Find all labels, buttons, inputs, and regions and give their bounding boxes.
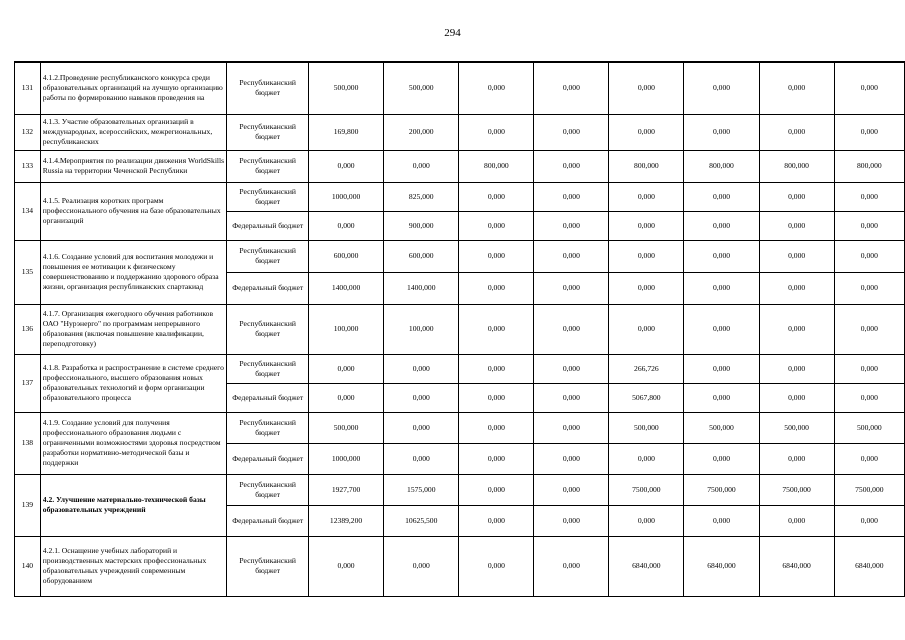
amount-cell: 6840,000 [759, 536, 834, 596]
amount-cell: 0,000 [684, 211, 759, 240]
activity-name [40, 182, 227, 240]
amount-cell: 0,000 [834, 354, 904, 383]
amount-cell: 500,000 [684, 412, 759, 443]
funding-source: Республиканский бюджет [227, 182, 309, 211]
amount-cell: 0,000 [459, 62, 534, 114]
amount-cell: 0,000 [759, 62, 834, 114]
amount-cell: 500,000 [759, 412, 834, 443]
amount-cell: 0,000 [308, 354, 383, 383]
funding-source: Республиканский бюджет [227, 354, 309, 383]
row-number: 140 [15, 536, 41, 596]
funding-source: Федеральный бюджет [227, 211, 309, 240]
amount-cell: 0,000 [609, 62, 684, 114]
amount-cell: 0,000 [834, 272, 904, 304]
amount-cell: 0,000 [534, 383, 609, 412]
activity-name-text: 4.1.6. Создание условий для воспитания молодежи и повышения ее мотивации к физическому совершенствованию и поддержанию здорового образа жизни, организация республиканских спартакиад [42, 252, 219, 291]
amount-cell: 0,000 [609, 240, 684, 272]
amount-cell: 0,000 [384, 412, 459, 443]
amount-cell: 825,000 [384, 182, 459, 211]
amount-cell: 0,000 [759, 272, 834, 304]
activity-name [40, 536, 227, 596]
amount-cell: 0,000 [609, 182, 684, 211]
amount-cell: 0,000 [459, 474, 534, 505]
amount-cell: 266,726 [609, 354, 684, 383]
table-row [15, 150, 905, 182]
activity-name-text: 4.1.9. Создание условий для получения профессионального образования людьми с ограниченными возможностями здоровья посредством разработки нормативно-методической базы и поддержки [42, 418, 221, 467]
amount-cell: 800,000 [759, 150, 834, 182]
amount-cell: 5067,800 [609, 383, 684, 412]
amount-cell: 1575,000 [384, 474, 459, 505]
amount-cell: 0,000 [459, 211, 534, 240]
amount-cell: 0,000 [684, 354, 759, 383]
table-row [15, 536, 905, 596]
amount-cell: 0,000 [609, 304, 684, 354]
amount-cell: 0,000 [609, 443, 684, 474]
amount-cell: 0,000 [534, 150, 609, 182]
amount-cell: 0,000 [459, 383, 534, 412]
amount-cell: 0,000 [684, 272, 759, 304]
table-row [15, 304, 905, 354]
row-number: 139 [15, 474, 41, 536]
amount-cell: 0,000 [459, 182, 534, 211]
amount-cell: 0,000 [384, 150, 459, 182]
amount-cell: 0,000 [834, 62, 904, 114]
amount-cell: 0,000 [609, 211, 684, 240]
amount-cell: 0,000 [684, 114, 759, 150]
activity-name [40, 412, 227, 474]
amount-cell: 10625,500 [384, 505, 459, 536]
amount-cell: 0,000 [534, 240, 609, 272]
amount-cell: 0,000 [759, 240, 834, 272]
amount-cell: 0,000 [534, 474, 609, 505]
amount-cell: 0,000 [534, 412, 609, 443]
table-row [15, 182, 905, 211]
amount-cell: 0,000 [834, 211, 904, 240]
budget-table [14, 61, 905, 597]
amount-cell: 7500,000 [834, 474, 904, 505]
amount-cell: 1000,000 [308, 182, 383, 211]
table-row [15, 62, 905, 114]
activity-name-text: 4.1.3. Участие образовательных организаций в международных, всероссийских, межрегиональных, республиканских [42, 117, 213, 146]
activity-name [40, 354, 227, 412]
activity-name [40, 474, 227, 536]
amount-cell: 800,000 [459, 150, 534, 182]
amount-cell: 0,000 [534, 354, 609, 383]
amount-cell: 0,000 [684, 505, 759, 536]
funding-source: Федеральный бюджет [227, 443, 309, 474]
amount-cell: 0,000 [684, 240, 759, 272]
activity-name [40, 304, 227, 354]
row-number: 138 [15, 412, 41, 474]
row-number: 135 [15, 240, 41, 304]
activity-name-text: 4.2.1. Оснащение учебных лабораторий и производственных мастерских профессиональных образовательных учреждений современным оборудованием [42, 546, 207, 585]
amount-cell: 0,000 [759, 304, 834, 354]
funding-source: Республиканский бюджет [227, 114, 309, 150]
activity-name-text: 4.1.4.Мероприятия по реализации движения WorldSkills Russia на территории Чеченской Республики [42, 156, 225, 175]
table-row [15, 474, 905, 505]
amount-cell: 0,000 [834, 304, 904, 354]
activity-name [40, 62, 227, 114]
amount-cell: 0,000 [459, 443, 534, 474]
funding-source: Республиканский бюджет [227, 412, 309, 443]
amount-cell: 0,000 [459, 505, 534, 536]
amount-cell: 0,000 [534, 182, 609, 211]
amount-cell: 0,000 [759, 211, 834, 240]
row-number: 136 [15, 304, 41, 354]
amount-cell: 0,000 [308, 383, 383, 412]
table-row [15, 114, 905, 150]
amount-cell: 0,000 [534, 505, 609, 536]
amount-cell: 0,000 [534, 536, 609, 596]
amount-cell: 0,000 [384, 354, 459, 383]
amount-cell: 0,000 [684, 304, 759, 354]
activity-name [40, 150, 227, 182]
amount-cell: 0,000 [459, 354, 534, 383]
amount-cell: 200,000 [384, 114, 459, 150]
amount-cell: 0,000 [609, 272, 684, 304]
amount-cell: 100,000 [384, 304, 459, 354]
activity-name-text: 4.1.2.Проведение республиканского конкурса среди образовательных организаций на лучшую организацию работы по формированию навыков проведения на [42, 73, 223, 103]
amount-cell: 0,000 [834, 505, 904, 536]
amount-cell: 600,000 [384, 240, 459, 272]
row-number: 134 [15, 182, 41, 240]
amount-cell: 0,000 [834, 182, 904, 211]
amount-cell: 0,000 [759, 443, 834, 474]
amount-cell: 0,000 [759, 354, 834, 383]
amount-cell: 500,000 [384, 62, 459, 114]
amount-cell: 169,800 [308, 114, 383, 150]
amount-cell: 0,000 [534, 304, 609, 354]
amount-cell: 12389,200 [308, 505, 383, 536]
amount-cell: 6840,000 [834, 536, 904, 596]
amount-cell: 100,000 [308, 304, 383, 354]
page-number: 294 [444, 27, 461, 39]
row-number: 131 [15, 62, 41, 114]
amount-cell: 600,000 [308, 240, 383, 272]
amount-cell: 500,000 [609, 412, 684, 443]
row-number: 132 [15, 114, 41, 150]
funding-source: Федеральный бюджет [227, 272, 309, 304]
funding-source: Республиканский бюджет [227, 62, 309, 114]
row-number: 137 [15, 354, 41, 412]
funding-source: Республиканский бюджет [227, 150, 309, 182]
amount-cell: 0,000 [834, 383, 904, 412]
activity-name-text: 4.1.8. Разработка и распространение в системе среднего профессионального, высшего образования новых образовательных технологий и форм организации образовательного процесса [42, 363, 224, 402]
amount-cell: 1400,000 [384, 272, 459, 304]
amount-cell: 0,000 [384, 443, 459, 474]
amount-cell: 0,000 [759, 182, 834, 211]
amount-cell: 7500,000 [684, 474, 759, 505]
funding-source: Федеральный бюджет [227, 505, 309, 536]
activity-name [40, 114, 227, 150]
amount-cell: 0,000 [384, 536, 459, 596]
funding-source: Республиканский бюджет [227, 474, 309, 505]
amount-cell: 6840,000 [684, 536, 759, 596]
amount-cell: 0,000 [534, 114, 609, 150]
activity-name-text: 4.1.7. Организация ежегодного обучения работников ОАО "Нурэнерго" по программам непрерывного образования (включая повышение квалификации, переподготовку) [42, 309, 214, 348]
amount-cell: 0,000 [684, 62, 759, 114]
amount-cell: 0,000 [308, 536, 383, 596]
amount-cell: 0,000 [534, 62, 609, 114]
amount-cell: 0,000 [308, 150, 383, 182]
amount-cell: 0,000 [459, 114, 534, 150]
funding-source: Республиканский бюджет [227, 240, 309, 272]
funding-source: Федеральный бюджет [227, 383, 309, 412]
amount-cell: 0,000 [834, 240, 904, 272]
activity-name-text: 4.2. Улучшение материально-технической базы образовательных учреждений [42, 495, 206, 514]
amount-cell: 0,000 [459, 272, 534, 304]
amount-cell: 0,000 [459, 412, 534, 443]
amount-cell: 0,000 [684, 182, 759, 211]
amount-cell: 800,000 [684, 150, 759, 182]
amount-cell: 0,000 [609, 505, 684, 536]
table-row [15, 412, 905, 443]
amount-cell: 0,000 [459, 304, 534, 354]
amount-cell: 0,000 [459, 536, 534, 596]
amount-cell: 0,000 [759, 114, 834, 150]
amount-cell: 500,000 [834, 412, 904, 443]
amount-cell: 7500,000 [609, 474, 684, 505]
funding-source: Республиканский бюджет [227, 304, 309, 354]
amount-cell: 0,000 [459, 240, 534, 272]
amount-cell: 0,000 [834, 114, 904, 150]
amount-cell: 1927,700 [308, 474, 383, 505]
amount-cell: 500,000 [308, 412, 383, 443]
amount-cell: 0,000 [834, 443, 904, 474]
amount-cell: 0,000 [684, 383, 759, 412]
activity-name-text: 4.1.5. Реализация коротких программ профессионального обучения на базе образовательных организаций [42, 196, 221, 225]
amount-cell: 0,000 [684, 443, 759, 474]
table-row [15, 354, 905, 383]
amount-cell: 900,000 [384, 211, 459, 240]
table-row [15, 240, 905, 272]
amount-cell: 0,000 [609, 114, 684, 150]
amount-cell: 0,000 [534, 443, 609, 474]
amount-cell: 0,000 [384, 383, 459, 412]
funding-source: Республиканский бюджет [227, 536, 309, 596]
amount-cell: 0,000 [534, 272, 609, 304]
amount-cell: 800,000 [609, 150, 684, 182]
row-number: 133 [15, 150, 41, 182]
amount-cell: 1000,000 [308, 443, 383, 474]
amount-cell: 1400,000 [308, 272, 383, 304]
amount-cell: 0,000 [534, 211, 609, 240]
amount-cell: 6840,000 [609, 536, 684, 596]
amount-cell: 7500,000 [759, 474, 834, 505]
amount-cell: 800,000 [834, 150, 904, 182]
activity-name [40, 240, 227, 304]
amount-cell: 0,000 [759, 505, 834, 536]
amount-cell: 500,000 [308, 62, 383, 114]
amount-cell: 0,000 [759, 383, 834, 412]
amount-cell: 0,000 [308, 211, 383, 240]
